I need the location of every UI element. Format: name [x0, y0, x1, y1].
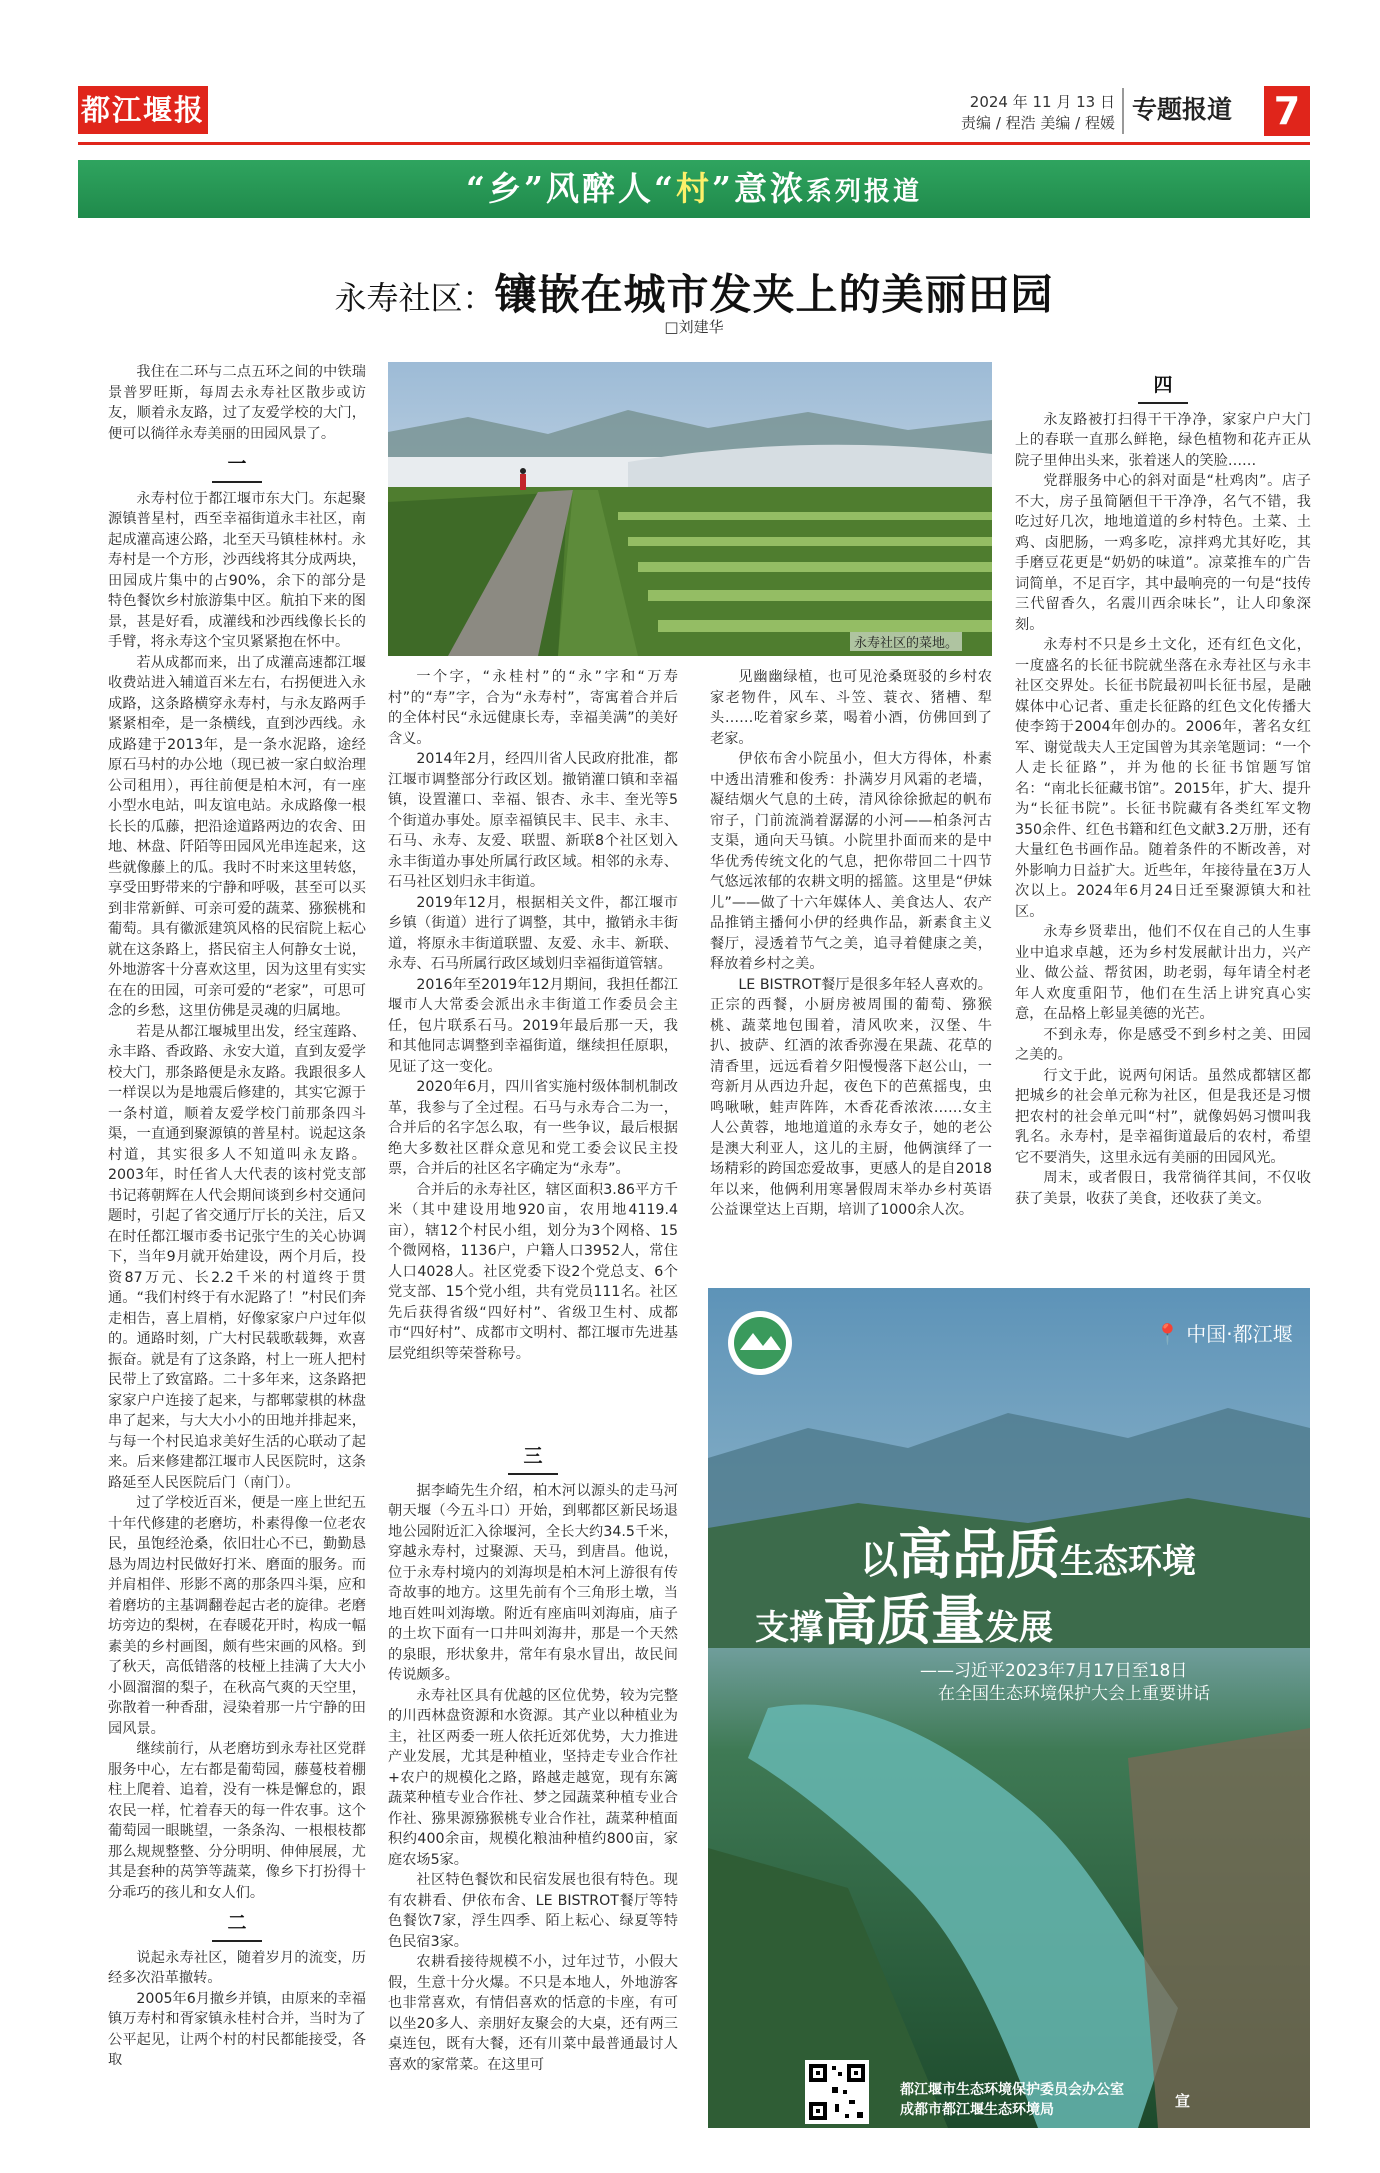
- series-banner-part1: “乡”风醉人“: [466, 169, 676, 208]
- paragraph: 2016年至2019年12月期间，我担任都江堰市人大常委会派出永丰街道工作委员会主任，包片联系石马。2019年最后那一天，我和其他同志调整到幸福街道，继续担任原职，见证了这一变化。: [388, 976, 678, 1075]
- paragraph: 永寿村不只是乡土文化，还有红色文化，一度盛名的长征书院就坐落在永寿社区与永丰社区交界处。长征书院最初叫长征书屋，是融媒体中心记者、重走长征路的红色文化传播大使李筠于2004年创办的。2006年，著名女红军、谢觉哉夫人王定国曾为其亲笔题词：“一个人走长征路”，并为他的长征书馆题写馆名：“南北长征藏书馆”。2015年，扩大、提升为“长征书院”。长征书院藏有各类红军文物350余件、红色书籍和红色文献3.2万册，还有大量红色书画作品。随着条件的不断改善，对外影响力日益扩大。近些年，年接待量在3万人次以上。2024年6月24日迁至聚源镇大和社区。: [1015, 637, 1311, 920]
- section-rule: [212, 1940, 262, 1942]
- column-1: [108, 362, 366, 2071]
- ad-organizations: [900, 2080, 1124, 2120]
- ad-headline-2a: 支撑: [755, 1608, 823, 1648]
- section-name: 专题报道: [1132, 95, 1233, 124]
- issue-date: 2024 年 11 月 13 日: [969, 93, 1115, 111]
- paragraph: 党群服务中心的斜对面是“杜鸡肉”。店子不大，房子虽简陋但干干净净，名气不错，我吃过好几次，地地道道的乡村特色。土菜、土鸡、卤肥肠，一鸡多吃，凉拌鸡尤其好吃，其手磨豆花更是“奶奶的味道”。凉菜推车的广告词简单，不足百字，其中最响亮的一句是“技传三代留香久，名震川西余味长”，让人印象深刻。: [1015, 473, 1311, 633]
- ecology-advertisement: [708, 1288, 1310, 2128]
- ad-org-2: 成都市都江堰生态环境局: [900, 2102, 1054, 2118]
- ad-headline-line2: [755, 1578, 1053, 1655]
- paragraph: LE BISTROT餐厅是很多年轻人喜欢的。正宗的西餐，小厨房被周围的葡萄、猕猴桃、蔬菜地包围着，清风吹来，汉堡、牛扒、披萨、红酒的浓香弥漫在果蔬、花草的清香里，远远看着夕阳慢慢落下赵公山，一弯新月从西边升起，夜色下的芭蕉摇曳，虫鸣啾啾，蛙声阵阵，木香花香浓浓……女主人公黄蓉，地地道道的永寿女子，她的老公是澳大利亚人，这儿的主厨，他俩演绎了一场精彩的跨国恋爱故事，更感人的是自2018年以来，他俩利用寒暑假周末举办乡村英语公益课堂达上百期，培训了1000余人次。: [710, 976, 992, 1218]
- series-banner-part3: ”意浓: [711, 169, 806, 208]
- paragraph: 永寿社区具有优越的区位优势，较为完整的川西林盘资源和水资源。其产业以种植业为主，社区两委一班人依托近郊优势，大力推进产业发展，尤其是种植业，坚持走专业合作社+农户的规模化之路，路越走越宽，现有东篱蔬菜种植专业合作社、梦之园蔬菜种植专业合作社、猕果源猕猴桃专业合作社，蔬菜种植面积约400余亩，规模化粮油种植约800亩，家庭农场5家。: [388, 1687, 678, 1868]
- section-heading-two: 二: [227, 1912, 247, 1934]
- paragraph: 2019年12月，根据相关文件，都江堰市乡镇（街道）进行了调整，其中，撤销永丰街道，将原永丰街道联盟、友爱、永丰、新联、永寿、石马所属行政区域划归幸福街道管辖。: [388, 894, 678, 972]
- ad-quote-line2: 在全国生态环境保护大会上重要讲话: [938, 1684, 1210, 1704]
- section-heading-four: 四: [1153, 374, 1173, 396]
- ad-headline-1c: 生态环境: [1060, 1542, 1197, 1582]
- section-heading-three: 三: [523, 1445, 543, 1467]
- paragraph: 永寿村位于都江堰市东大门。东起聚源镇普星村，西至幸福街道永丰社区，南起成灌高速公路，北至天马镇桂林村。永寿村是一个方形，沙西线将其分成两块，田园成片集中的占90%，余下的部分是特色餐饮乡村旅游集中区。航拍下来的图景，甚是好看，成灌线和沙西线像长长的手臂，将永寿这个宝贝紧紧抱在怀中。: [108, 490, 366, 650]
- paragraph: 周末，或者假日，我常徜徉其间，不仅收获了美景，收获了美食，还收获了美文。: [1015, 1170, 1311, 1207]
- title-prefix: 永寿社区：: [334, 279, 495, 317]
- paragraph: 若从成都而来，出了成灌高速都江堰收费站进入辅道百米左右，右拐便进入永成路，这条路横穿永寿村，与永友路两手紧紧相牵，是一条横线，直到沙西线。永成路建于2013年，是一条水泥路，途经原石马村的办公地（现已被一家白蚁治理公司租用），再往前便是柏木河，有一座小型水电站，叫友谊电站。永成路像一根长长的瓜藤，把沿途道路两边的农舍、田地、林盘、阡陌等田园风光串连起来，这些就像藤上的瓜。我时不时来这里转悠，享受田野带来的宁静和呼吸，甚至可以买到非常新鲜、可亲可爱的蔬菜、猕猴桃和葡萄。具有徽派建筑风格的民宿院上耘心就在这条路上，搭民宿主人何静女士说，外地游客十分喜欢这里，因为这里有实实在在的田园，可亲可爱的“老家”，可思可念的乡愁，这里仿佛是灵魂的归属地。: [108, 654, 366, 1019]
- photo-illustration: [388, 362, 992, 656]
- paragraph: 永友路被打扫得干干净净，家家户户大门上的春联一直那么鲜艳，绿色植物和花卉正从院子里伸出头来，张着迷人的笑脸……: [1015, 411, 1311, 469]
- vegetable-field-photo: [388, 362, 992, 656]
- header-divider: [1122, 88, 1124, 134]
- paragraph: 永寿乡贤辈出，他们不仅在自己的人生事业中追求卓越，还为乡村发展献计出力，兴产业、做公益、帮贫困，助老弱，每年请全村老年人欢度重阳节，他们在生活上讲究真心实意，在品格上彰显美德的光芒。: [1015, 924, 1311, 1022]
- paragraph: 不到永寿，你是感受不到乡村之美、田园之美的。: [1015, 1026, 1311, 1063]
- section-rule: [508, 1473, 558, 1475]
- aerial-landscape: [708, 1288, 1310, 2128]
- ad-location: [1155, 1318, 1293, 1347]
- paragraph: 说起永寿社区，随着岁月的流变，历经多次沿革撤转。: [108, 1949, 366, 1986]
- ad-location-text: 中国·都江堰: [1186, 1322, 1293, 1346]
- ad-headline-2b: 高质量: [823, 1589, 985, 1652]
- ad-headline-1a: 以: [860, 1538, 899, 1582]
- column-2: [388, 667, 678, 1364]
- paragraph: 伊依布舍小院虽小，但大方得体，朴素中透出清雅和俊秀：扑满岁月风霜的老墙，凝结烟火气息的土砖，清风徐徐掀起的帆布帘子，门前流淌着潺潺的小河——柏条河古支渠，通向天马镇。小院里扑面而来的是中华优秀传统文化的气息，把你带回二十四节气悠远浓郁的农耕文明的摇篮。这里是“伊妹儿”——做了十六年媒体人、美食达人、农产品推销主播何小伊的经典作品，新素食主义餐厅，浸透着节气之美，追寻着健康之美，释放着乡村之美。: [710, 751, 992, 972]
- section-rule: [1138, 402, 1188, 404]
- paragraph: 若是从都江堰城里出发，经宝莲路、永丰路、香政路、永安大道，直到友爱学校大门，那条路便是永友路。我跟很多人一样误以为是地震后修建的，其实它源于一条村道，顺着友爱学校门前那条四斗渠，一直通到聚源镇的普星村。说起这条村道，其实很多人不知道叫永友路。2003年，时任省人大代表的该村党支部书记蒋朝辉在人代会期间谈到乡村交通问题时，引起了省交通厅厅长的关注，后又在时任都江堰市委书记张宁生的关心协调下，当年9月就开始建设，两个月后，投资87万元、长2.2千米的村道终于贯通。“我们村终于有水泥路了！”村民们奔走相告，喜上眉梢，好像家家户户过年似的。通路时刻，广大村民载歌载舞，欢喜振奋。就是有了这条路，村上一班人把村民带上了致富路。二十多年来，这条路把家家户户连接了起来，与都郫蒙棋的林盘串了起来，与大大小小的田地并排起来，与每一个村民追求美好生活的心联动了起来。后来修建都江堰市人民医院时，这条路延至人民医院后门（南门）。: [108, 1023, 366, 1491]
- series-banner-part4: 系列报道: [805, 177, 922, 207]
- column-4: [1015, 365, 1311, 1209]
- paragraph: 一个字，“永桂村”的“永”字和“万寿村”的“寿”字，合为“永寿村”，寄寓着合并后的全体村民“永远健康长寿，幸福美满”的美好含义。: [388, 669, 678, 747]
- paragraph: 合并后的永寿社区，辖区面积3.86平方千米（其中建设用地920亩，农用地4119.4亩），辖12个村民小组，划分为3个网格、15个微网格，1136户，户籍人口3952人，常住人口4028人。社区党委下设2个党总支、6个党支部、15个党小组，共有党员111名。社区先后获得省级“四好村”、省级卫生村、成都市“四好村”、成都市文明村、都江堰市先进基层党组织等荣誉称号。: [388, 1181, 678, 1362]
- qr-code-icon: [805, 2060, 869, 2124]
- ad-quote: [920, 1660, 1290, 1706]
- paragraph: 我住在二环与二点五环之间的中铁瑞景普罗旺斯，每周去永寿社区散步或访友，顺着永友路，过了友爱学校的大门，便可以徜徉永寿美丽的田园风景了。: [108, 364, 366, 442]
- paragraph: 社区特色餐饮和民宿发展也很有特色。现有农耕看、伊依布舍、LE BISTROT餐厅等特色餐饮7家，浮生四季、陌上耘心、绿夏等特色民宿3家。: [388, 1872, 678, 1950]
- paragraph: 农耕看接待规模不小，过年过节，小假大假，生意十分火爆。不只是本地人，外地游客也非常喜欢，有情侣喜欢的恬意的卡座，有可以坐20多人、亲朋好友聚会的大桌，还有两三桌连包，既有大餐，还有川菜中最普通最讨人喜欢的家常菜。在这里可: [388, 1954, 678, 2073]
- ad-org-1: 都江堰市生态环境保护委员会办公室: [900, 2082, 1124, 2098]
- series-banner-part2: 村: [675, 169, 712, 208]
- section-rule: [212, 481, 262, 483]
- header-rule: [78, 142, 1310, 145]
- header-meta: [930, 92, 1115, 134]
- article-title: [78, 262, 1310, 322]
- series-banner: [78, 160, 1310, 218]
- ad-headline-2c: 发展: [985, 1608, 1053, 1648]
- column-3: [710, 667, 992, 1221]
- paragraph: 2005年6月撤乡并镇，由原来的幸福镇万寿村和胥家镇永桂村合并，当时为了公平起见，让两个村的村民都能接受，各取: [108, 1990, 366, 2068]
- paragraph: 行文于此，说两句闲话。虽然成都辖区都把城乡的社会单元称为社区，但是我还是习惯把农村的社会单元叫“村”，就像妈妈习惯叫我乳名。永寿村，是幸福街道最后的农村，希望它不要消失，这里永远有美丽的田园风光。: [1015, 1067, 1311, 1166]
- section-heading-one: 一: [227, 453, 247, 475]
- newspaper-logo: 都江堰报: [78, 86, 208, 134]
- page-number: 7: [1264, 86, 1310, 136]
- location-pin-icon: 📍: [1155, 1322, 1180, 1346]
- column-2-lower: [388, 1436, 678, 2075]
- paragraph: 过了学校近百米，便是一座上世纪五十年代修建的老磨坊，朴素得像一位老农民，虽饱经沧桑，依旧壮心不已，勤勤恳恳为周边村民做好打米、磨面的服务。而并肩相伴、形影不离的那条四斗渠，应和着磨坊的主基调翻卷起古老的旋律。老磨坊旁边的梨树，在春暖花开时，构成一幅素美的乡村画图，颇有些宋画的风格。到了秋天，高低错落的枝桠上挂满了大大小小圆溜溜的梨子，在秋高气爽的天空里，弥散着一种香甜，浸染着那一片宁静的田园风景。: [108, 1495, 366, 1737]
- paragraph: 据李崎先生介绍，柏木河以源头的走马河朝天堰（今五斗口）开始，到郫都区新民场退地公园附近汇入徐堰河，全长大约34.5千米，穿越永寿村，过聚源、天马，到唐昌。他说，位于永寿村境内的刘海坝是柏木河上游很有传奇故事的地方。这里先前有个三角形土墩，当地百姓叫刘海墩。附近有座庙叫刘海庙，庙子的土坎下面有一口井叫刘海井，那是一个天然的泉眼，形状象井，常年有泉水冒出，故民间传说颇多。: [388, 1482, 678, 1683]
- title-main: 镶嵌在城市发夹上的美丽田园: [494, 270, 1054, 319]
- photo-caption: 永寿社区的菜地。: [850, 632, 962, 651]
- byline: □刘建华: [664, 318, 724, 336]
- paragraph: 2020年6月，四川省实施村级体制机制改革，我参与了全过程。石马与永寿合二为一，合并后的名字怎么取，有一些争议，最后根据绝大多数社区群众意见和党工委会议民主投票，合并后的社区名字确定为“永寿”。: [388, 1079, 678, 1177]
- ad-headline-1b: 高品质: [898, 1523, 1061, 1586]
- ad-publicity-mark: 宣: [1175, 2092, 1191, 2110]
- qr-code: [805, 2060, 869, 2124]
- ad-quote-line1: ——习近平2023年7月17日至18日: [920, 1661, 1188, 1681]
- editors: 责编 / 程浩 美编 / 程媛: [961, 114, 1115, 132]
- paragraph: 见幽幽绿植，也可见沧桑斑驳的乡村农家老物件，风车、斗笠、蓑衣、猪槽、犁头……吃着家乡菜，喝着小酒，仿佛回到了老家。: [710, 669, 992, 747]
- paragraph: 继续前行，从老磨坊到永寿社区党群服务中心，左右都是葡萄园，藤蔓枝着棚柱上爬着、追着，没有一株是懈怠的，跟农民一样，忙着春天的每一件农事。这个葡萄园一眼眺望，一条条沟、一根根枝都那么规规整整、分分明明、伸伸展展，尤其是套种的莴笋等蔬菜，像乡下打扮得十分乖巧的孩儿和女人们。: [108, 1741, 366, 1901]
- paragraph: 2014年2月，经四川省人民政府批准，都江堰市调整部分行政区划。撤销灌口镇和幸福镇，设置灌口、幸福、银杏、永丰、奎光等5个街道办事处。原幸福镇民丰、民丰、永丰、石马、永寿、友爱、联盟、新联8个社区划入永丰街道办事处所属行政区域。相邻的永寿、石马社区划归永丰街道。: [388, 751, 678, 890]
